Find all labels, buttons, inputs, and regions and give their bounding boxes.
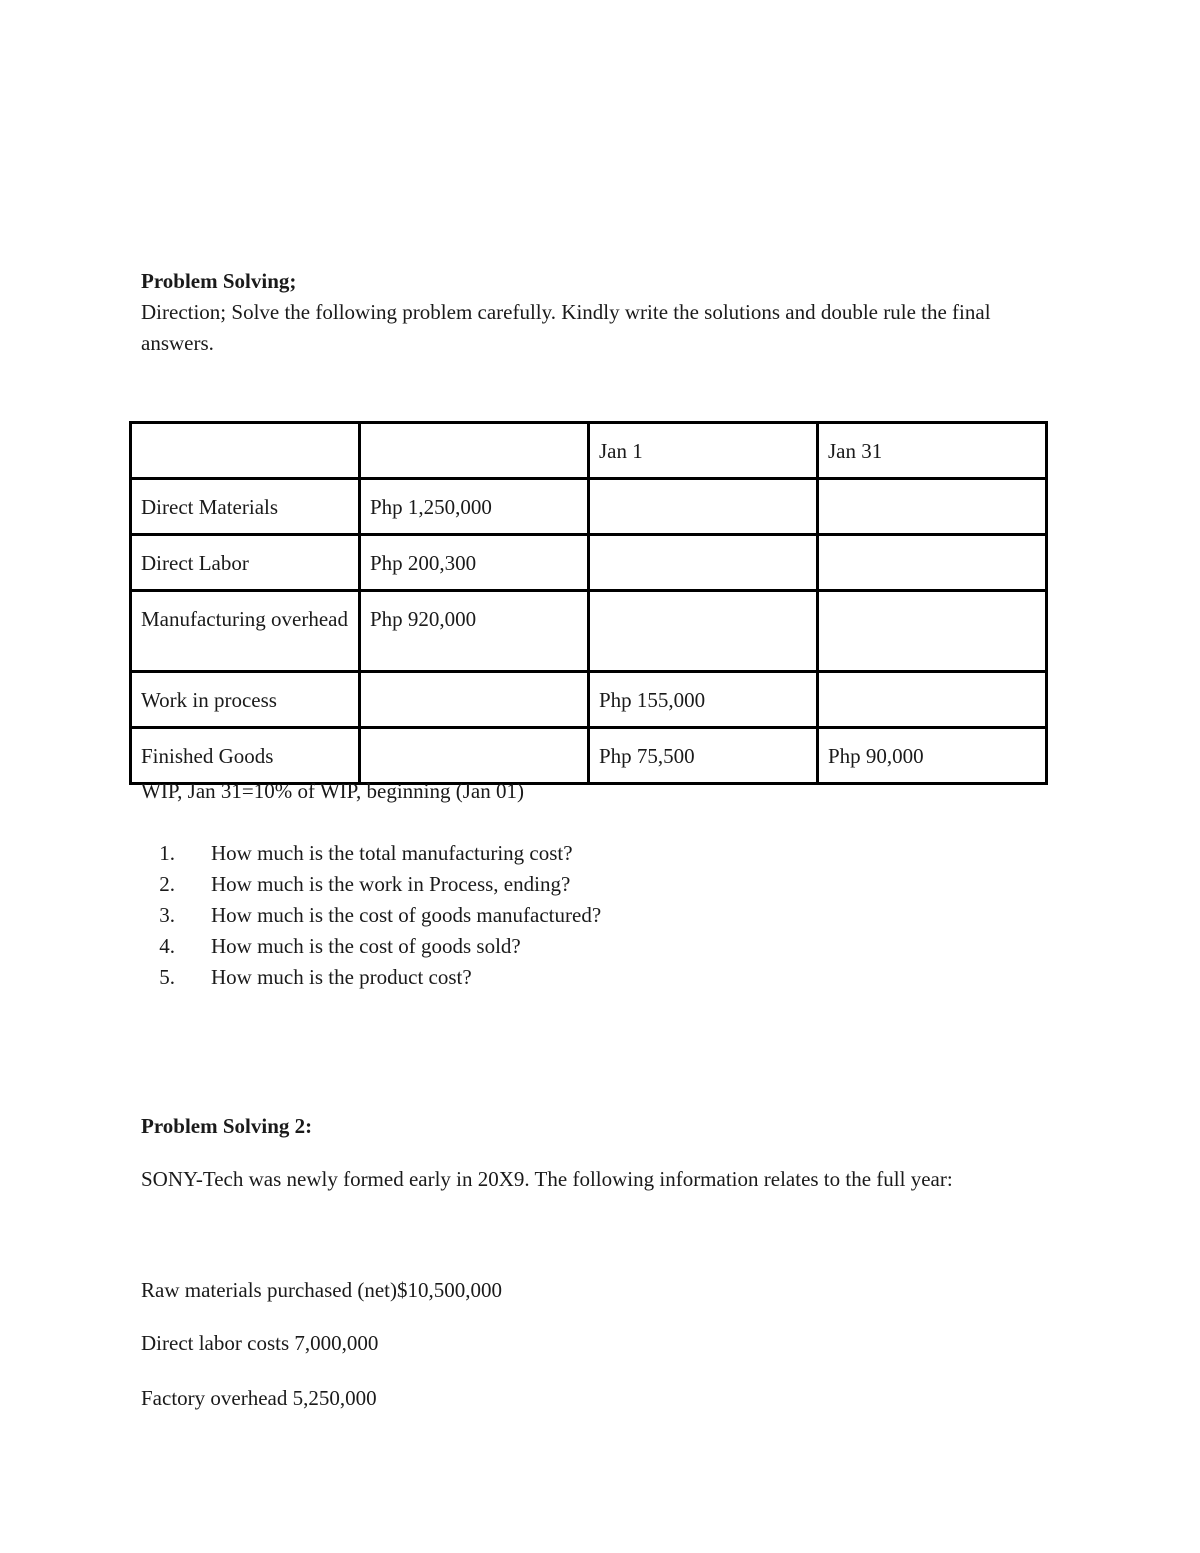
- table-cell: Manufacturing overhead: [131, 591, 360, 672]
- cost-data-table: [129, 421, 1048, 785]
- table-cell: [589, 535, 818, 591]
- table-cell: [818, 591, 1047, 672]
- wip-note: WIP, Jan 31=10% of WIP, beginning (Jan 01): [141, 779, 524, 803]
- problem-1-title: Problem Solving;: [141, 269, 297, 293]
- list-item: [141, 838, 601, 869]
- table-cell: [360, 672, 589, 728]
- table-cell: Direct Materials: [131, 479, 360, 535]
- table-cell: Work in process: [131, 672, 360, 728]
- table-cell: Php 920,000: [360, 591, 589, 672]
- table-cell: [818, 535, 1047, 591]
- list-item: [141, 869, 601, 900]
- table-cell: Jan 31: [818, 423, 1047, 479]
- table-cell: [131, 423, 360, 479]
- table-header-row: [131, 423, 1047, 479]
- list-number: 4.: [159, 934, 175, 958]
- problem-2-item: Raw materials purchased (net)$10,500,000: [141, 1278, 502, 1302]
- question-text: How much is the cost of goods manufactured?: [211, 903, 602, 927]
- problem-2-title: Problem Solving 2:: [141, 1114, 313, 1138]
- questions-list: [141, 838, 601, 993]
- table-cell: Php 75,500: [589, 728, 818, 784]
- table-cell: Jan 1: [589, 423, 818, 479]
- list-number: 2.: [159, 872, 175, 896]
- table-cell: Php 155,000: [589, 672, 818, 728]
- list-item: [141, 931, 601, 962]
- problem-2-item: Factory overhead 5,250,000: [141, 1386, 377, 1410]
- list-number: 5.: [159, 965, 175, 989]
- list-item: [141, 962, 601, 993]
- table-cell: [818, 672, 1047, 728]
- table-row: [131, 535, 1047, 591]
- table-cell: [589, 591, 818, 672]
- problem-2-item: Direct labor costs 7,000,000: [141, 1331, 379, 1355]
- list-item: [141, 900, 601, 931]
- problem-1-direction: Direction; Solve the following problem carefully. Kindly write the solutions and double rule the final answers.: [141, 300, 991, 355]
- table-cell: Direct Labor: [131, 535, 360, 591]
- table-cell: [818, 479, 1047, 535]
- table-cell: Php 1,250,000: [360, 479, 589, 535]
- table-cell: Php 90,000: [818, 728, 1047, 784]
- question-text: How much is the total manufacturing cost?: [211, 841, 573, 865]
- list-number: 3.: [159, 903, 175, 927]
- table-cell: Php 200,300: [360, 535, 589, 591]
- table-cell: Finished Goods: [131, 728, 360, 784]
- table-cell: [589, 479, 818, 535]
- table-row: [131, 672, 1047, 728]
- question-text: How much is the product cost?: [211, 965, 472, 989]
- question-text: How much is the work in Process, ending?: [211, 872, 571, 896]
- table-cell: [360, 423, 589, 479]
- table-row: [131, 479, 1047, 535]
- problem-2-intro: SONY-Tech was newly formed early in 20X9. The following information relates to the full year:: [141, 1167, 953, 1191]
- list-number: 1.: [159, 841, 175, 865]
- table-row: [131, 591, 1047, 672]
- question-text: How much is the cost of goods sold?: [211, 934, 521, 958]
